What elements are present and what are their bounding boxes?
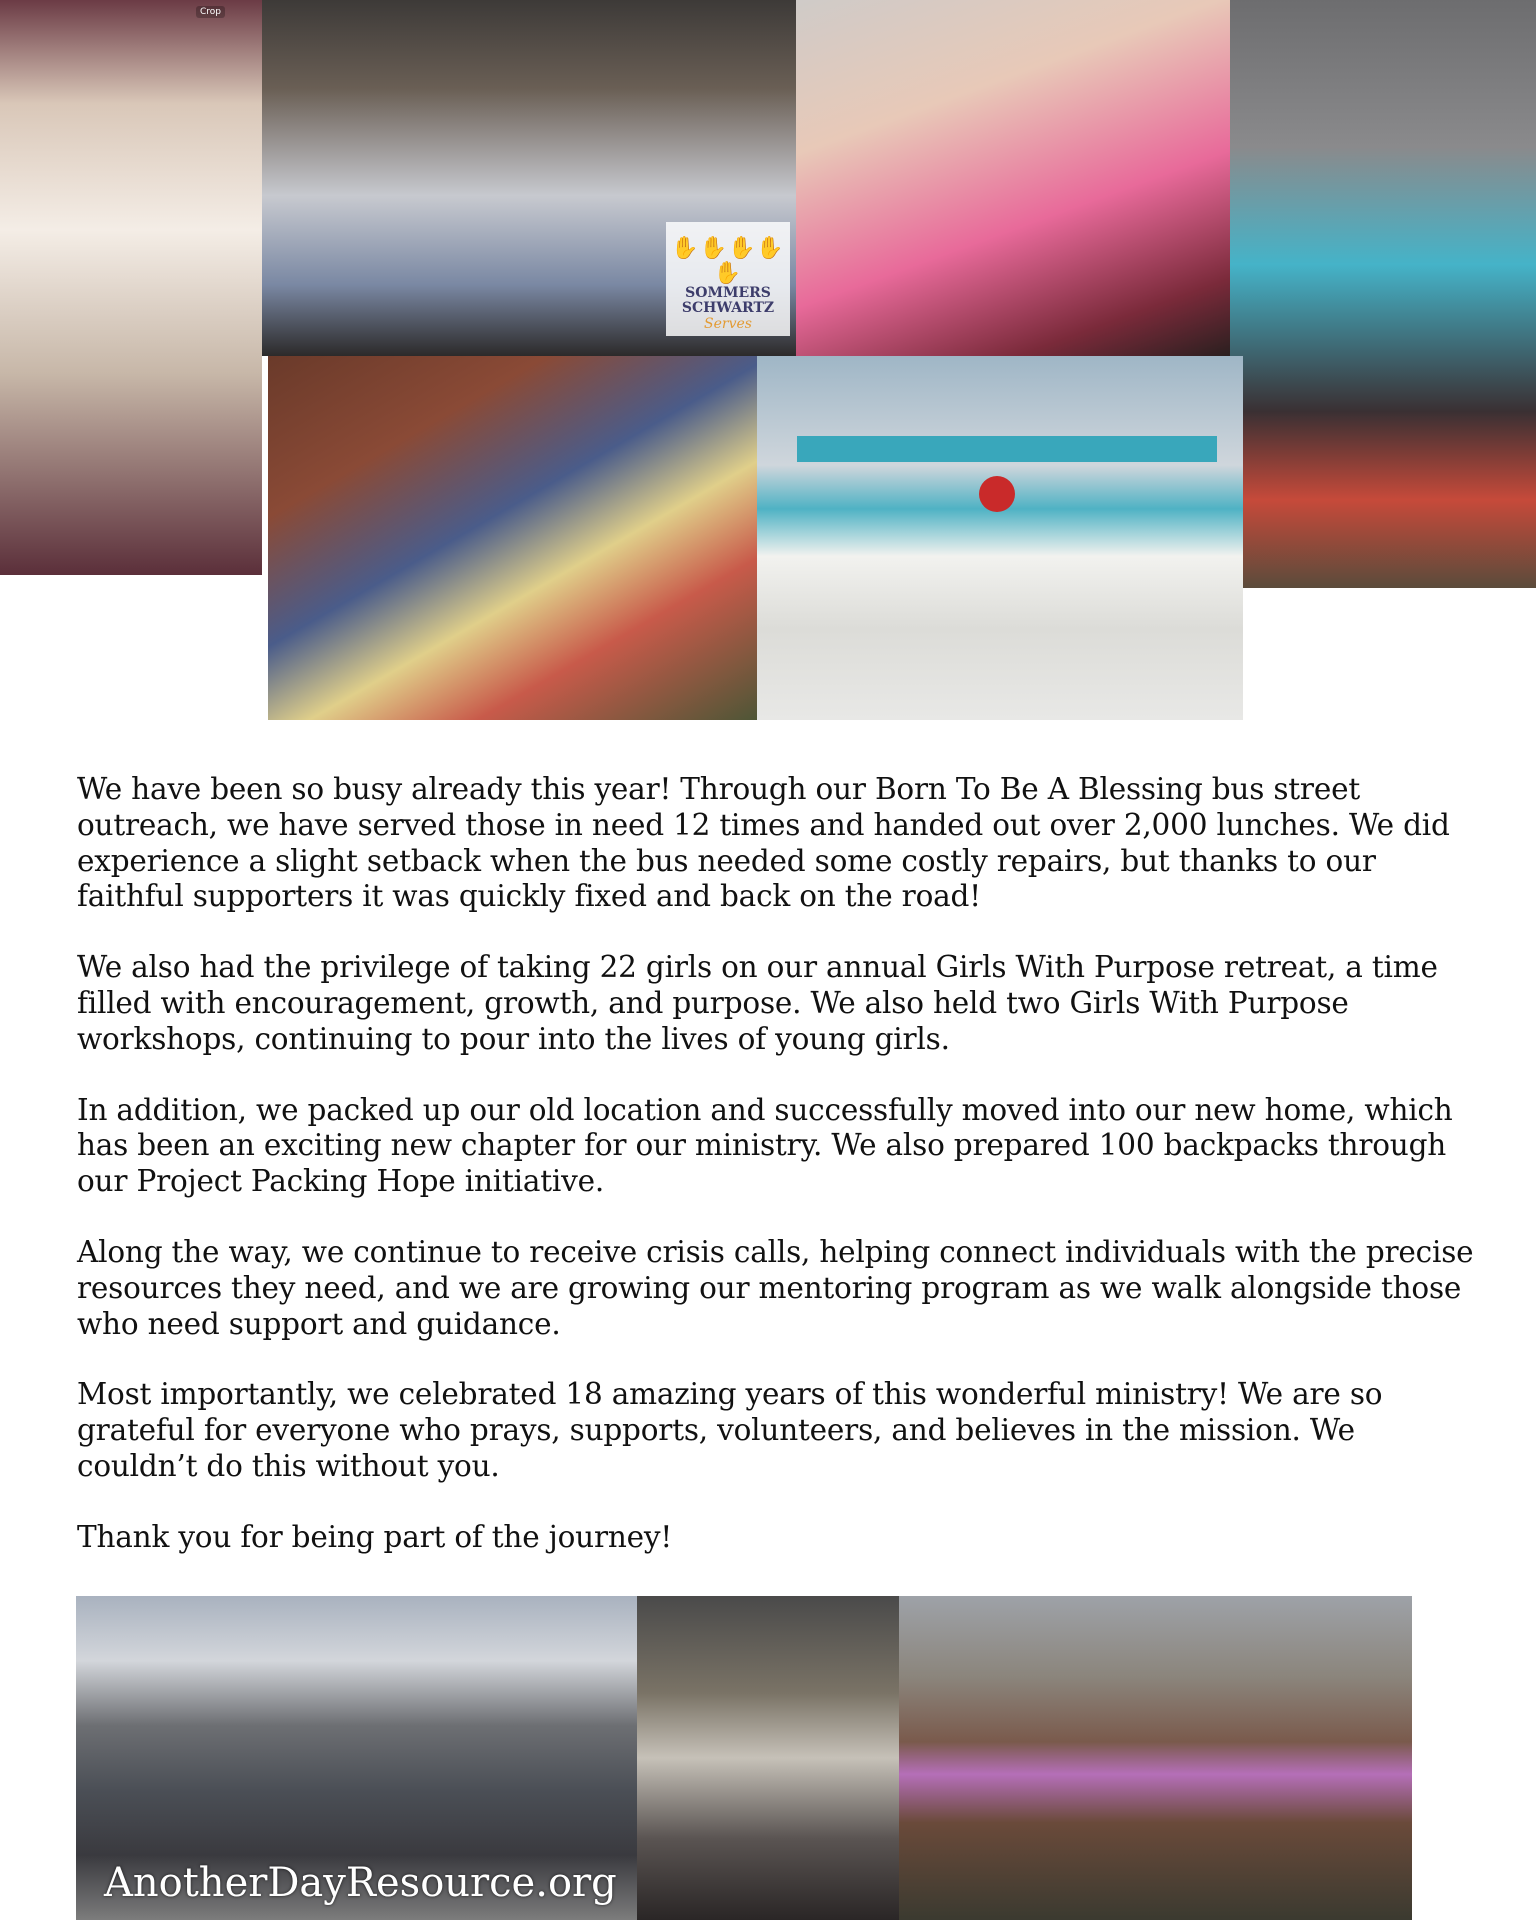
raised-hands-icon: ✋✋✋✋✋ [671,236,785,286]
letter-paragraph-6: Thank you for being part of the journey! [77,1519,673,1554]
photo-moving-day-group [76,1596,637,1920]
photo-girls-with-posters [0,0,262,575]
letter-body [77,772,1477,1591]
stop-sign-icon [979,476,1015,512]
photo-outreach-hug [268,356,757,720]
photo-girls-on-bridge [899,1596,1412,1920]
letter-paragraph-2: We also had the privilege of taking 22 girls on our annual Girls With Purpose retreat, a time filled with encouragement, growth, and purpose. We also held two Girls With Purpose workshops, continuing to pour into the lives of young girls. [77,950,1438,1056]
photo-bus-interior [637,1596,899,1920]
letter-paragraph-4: Along the way, we continue to receive crisis calls, helping connect individuals with the precise resources they need, and we are growing our mentoring program as we walk alongside those who need support and guidance. [77,1234,1474,1341]
letter-paragraph-3: In addition, we packed up our old location and successfully moved into our new home, which has been an exciting new chapter for our ministry. We also prepared 100 backpacks through our Project Packing Hope initiative. [77,1092,1453,1199]
sponsor-logo-line2: SCHWARTZ [681,300,775,316]
photo-outreach-bus [757,356,1243,720]
photo-street-outreach [1230,0,1536,588]
bus-stripe [797,436,1217,462]
sponsor-logo [666,222,790,336]
website-watermark: AnotherDayResource.org [104,1860,617,1906]
photo-girls-group-selfie [796,0,1230,356]
sponsor-logo-line3: Serves [704,316,752,332]
letter-paragraph-5: Most importantly, we celebrated 18 amazing years of this wonderful ministry! We are so grateful for everyone who prays, supports, volunteers, and believes in the mission. We couldn’t do this without you. [77,1377,1383,1483]
photo-volunteers-lunch-bags [262,0,796,356]
letter-paragraph-1: We have been so busy already this year! Through our Born To Be A Blessing bus street outreach, we have served those in need 12 times and handed out over 2,000 lunches. We did experience a slight setback when the bus needed some costly repairs, but thanks to our faithful supporters it was quickly fixed and back on the road! [77,772,1450,914]
crop-label: Crop [196,6,225,18]
sponsor-logo-line1: SOMMERS [685,285,771,301]
